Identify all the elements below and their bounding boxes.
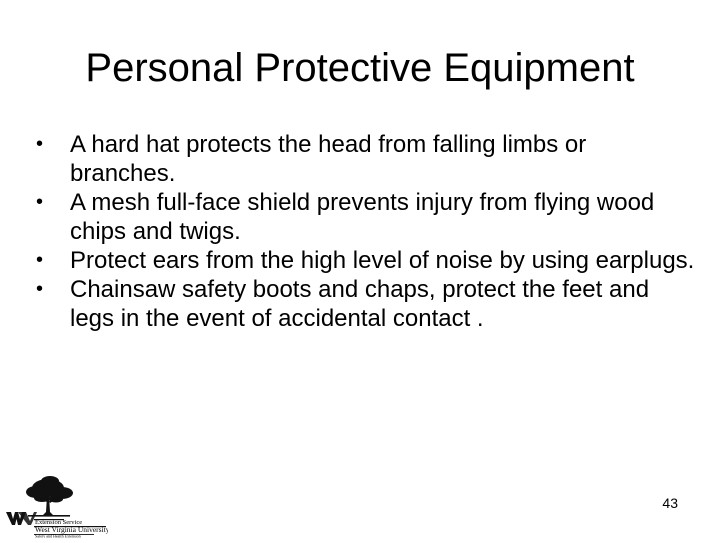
page-number: 43 bbox=[662, 495, 678, 511]
bullet-text: A hard hat protects the head from falling limbs or branches. bbox=[70, 131, 587, 187]
slide-title: Personal Protective Equipment bbox=[85, 46, 635, 90]
logo-line1: Extension Service bbox=[35, 519, 83, 526]
bullet-list bbox=[36, 130, 696, 333]
bullet-text: A mesh full-face shield prevents injury from flying wood chips and twigs. bbox=[70, 189, 655, 245]
bullet-text: Chainsaw safety boots and chaps, protect the feet and legs in the event of accidental contact . bbox=[70, 276, 650, 332]
logo-line3: Safety and Health Extension bbox=[35, 533, 81, 538]
wvu-extension-logo bbox=[4, 472, 108, 538]
bullet-dot: • bbox=[36, 278, 44, 300]
bullet-item bbox=[36, 130, 696, 188]
bullet-text: Protect ears from the high level of noise by using earplugs. bbox=[70, 247, 695, 274]
bullet-item bbox=[36, 275, 696, 333]
bullet-item bbox=[36, 246, 696, 275]
bullet-dot: • bbox=[36, 249, 44, 271]
bullet-item bbox=[36, 188, 696, 246]
bullet-dot: • bbox=[36, 133, 44, 155]
logo-line2: West Virginia University bbox=[35, 525, 108, 534]
bullet-dot: • bbox=[36, 191, 44, 213]
tree-logo-icon bbox=[4, 472, 108, 538]
